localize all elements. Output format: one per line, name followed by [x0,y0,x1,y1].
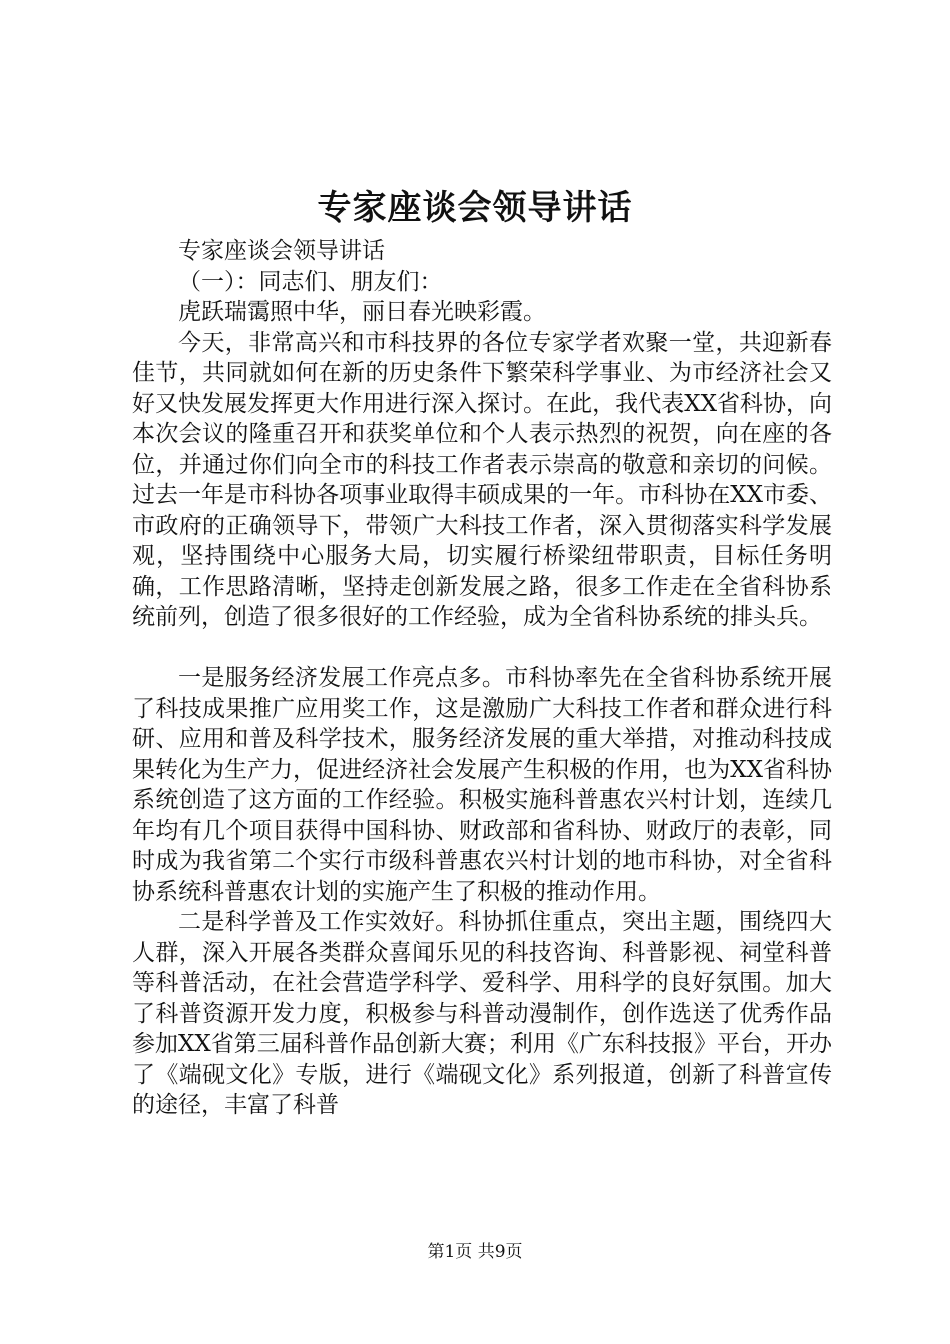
paragraph-point-two: 二是科学普及工作实效好。科协抓住重点，突出主题，围绕四大人群，深入开展各类群众喜闻乐见的科技咨询、科普影视、祠堂科普等科普活动，在社会营造学科学、爱科学、用科学的良好氛围。加大了科普资源开发力度，积极参与科普动漫制作，创作选送了优秀作品参加XX省第三届科普作品创新大赛；利用《广东科技报》平台，开办了《端砚文化》专版，进行《端砚文化》系列报道，创新了科普宣传的途径，丰富了科普 [132,909,832,1118]
document-body [132,236,832,1121]
paragraph-point-one: 一是服务经济发展工作亮点多。市科协率先在全省科协系统开展了科技成果推广应用奖工作，这是激励广大科技工作者和群众进行科研、应用和普及科学技术，服务经济发展的重大举措，对推动科技成果转化为生产力，促进经济社会发展产生积极的作用，也为XX省科协系统创造了这方面的工作经验。积极实施科普惠农兴村计划，连续几年均有几个项目获得中国科协、财政部和省科协、财政厅的表彰，同时成为我省第二个实行市级科普惠农兴村计划的地市科协，对全省科协系统科普惠农计划的实施产生了积极的推动作用。 [132,665,832,905]
paragraph-subtitle: 专家座谈会领导讲话 [178,238,385,264]
paragraph-intro: 今天，非常高兴和市科技界的各位专家学者欢聚一堂，共迎新春佳节，共同就如何在新的历史条件下繁荣科学事业、为市经济社会又好又快发展发挥更大作用进行深入探讨。在此，我代表XX省科协，向本次会议的隆重召开和获奖单位和个人表示热烈的祝贺，向在座的各位，并通过你们向全市的科技工作者表示崇高的敬意和亲切的问候。过去一年是市科协各项事业取得丰硕成果的一年。市科协在XX市委、市政府的正确领导下，带领广大科技工作者，深入贯彻落实科学发展观，坚持围绕中心服务大局，切实履行桥梁纽带职责，目标任务明确，工作思路清晰，坚持走创新发展之路，很多工作走在全省科协系统前列，创造了很多很好的工作经验，成为全省科协系统的排头兵。 [132,329,832,630]
page-footer: 第1页 共9页 [427,1242,523,1262]
paragraph-opening-verse: 虎跃瑞霭照中华，丽日春光映彩霞。 [178,299,546,325]
document-title: 专家座谈会领导讲话 [317,188,633,228]
paragraph-salutation: （一）：同志们、朋友们： [178,268,443,295]
